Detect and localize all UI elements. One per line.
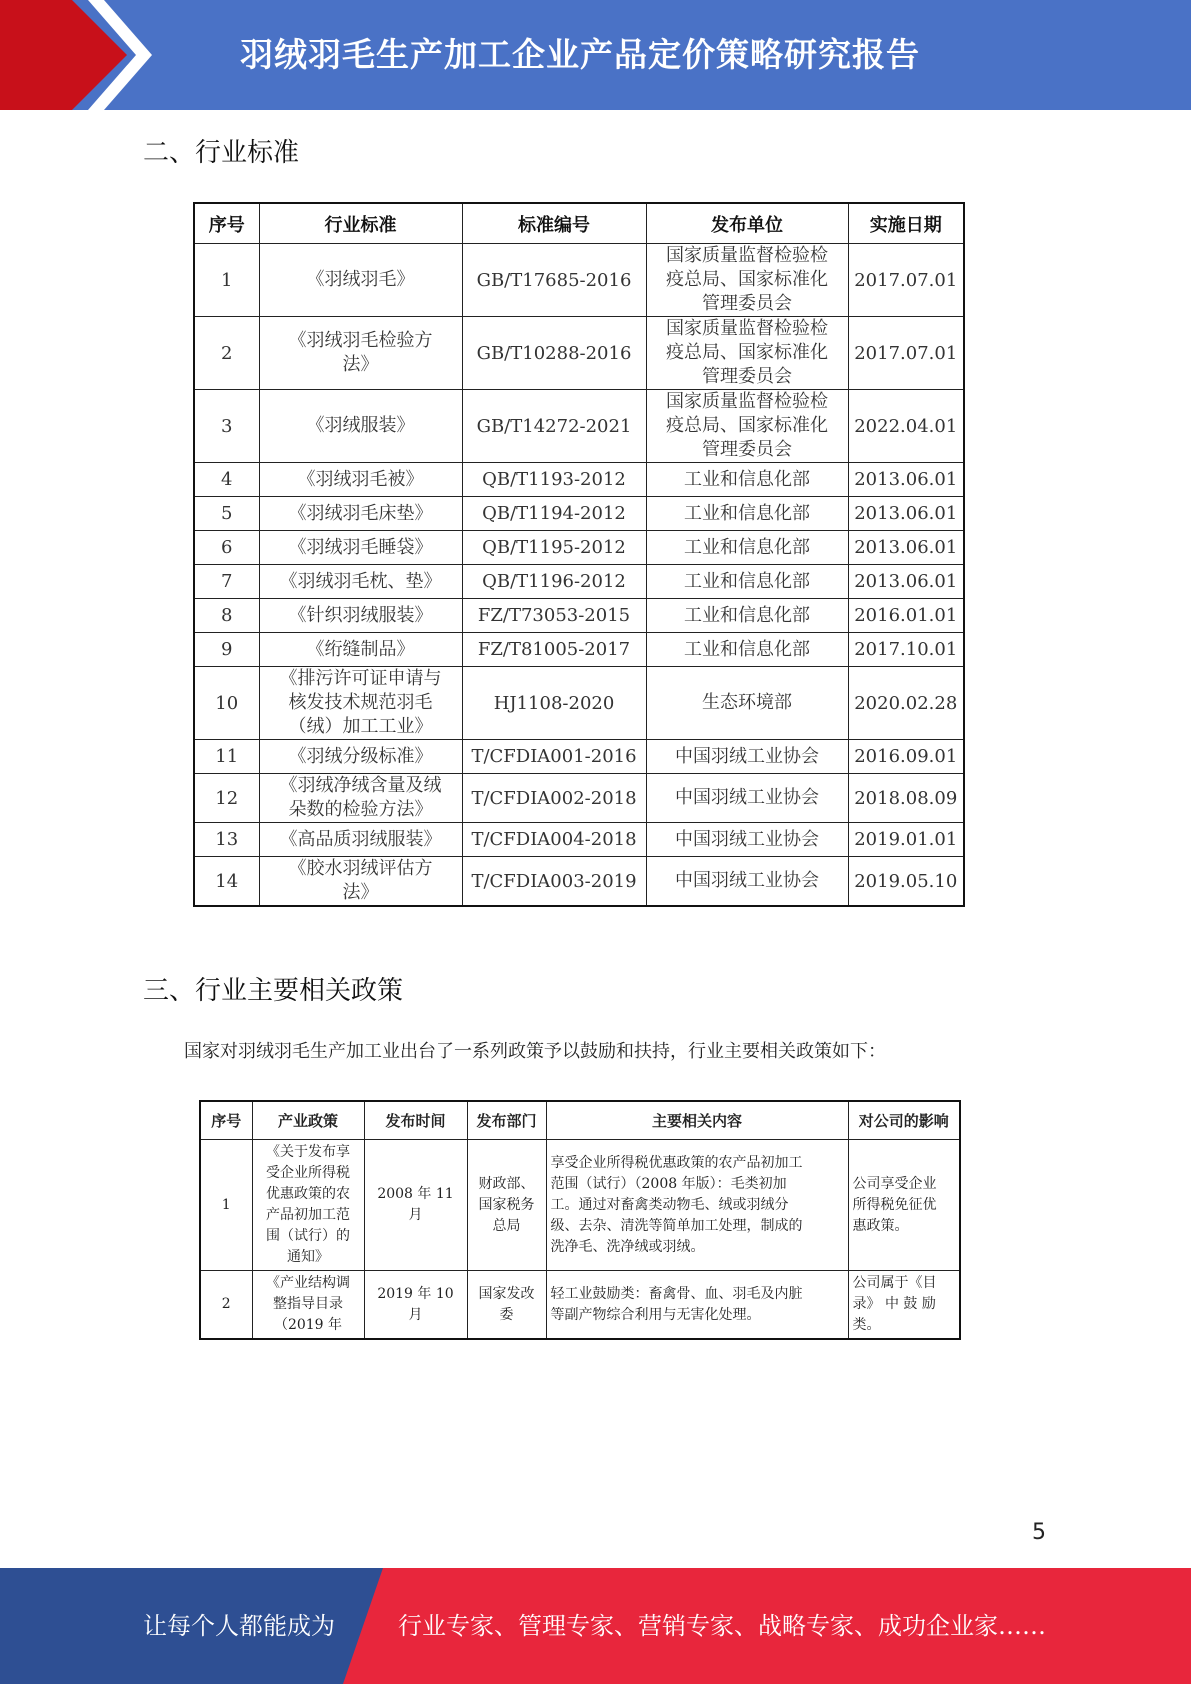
- standards-table: [193, 202, 965, 907]
- col-header: 发布时间: [364, 1101, 467, 1140]
- col-header: 对公司的影响: [848, 1101, 960, 1140]
- policy-name-line: 受企业所得税: [266, 1165, 350, 1181]
- footer-banner: [0, 1568, 1191, 1684]
- policy-name-line: 《关于发布享: [266, 1144, 350, 1160]
- issuer-line: 疫总局、国家标准化: [666, 415, 828, 436]
- section-heading-standards: 二、行业标准: [143, 138, 300, 168]
- issuer-line: 管理委员会: [702, 439, 792, 460]
- table-header-row: [200, 1101, 960, 1140]
- standard-name: 《羽绒羽毛被》: [259, 463, 462, 497]
- standard-name-line: 《排污许可证申请与: [279, 668, 442, 689]
- report-title: 羽绒羽毛生产加工企业产品定价策略研究报告: [240, 35, 920, 74]
- policy-content-line: 等副产物综合利用与无害化处理。: [550, 1306, 761, 1323]
- policies-table: [199, 1100, 961, 1340]
- policy-content-line: 级、去杂、清洗等简单加工处理，制成的: [550, 1217, 803, 1234]
- table-row: [194, 317, 964, 390]
- issuer: 工业和信息化部: [646, 497, 848, 531]
- policy-name: [252, 1271, 364, 1340]
- company-impact: [848, 1271, 960, 1340]
- table-row: [194, 667, 964, 740]
- standard-code: T/CFDIA002-2018: [462, 774, 646, 823]
- effective-date: 2020.02.28: [848, 667, 964, 740]
- standard-code: GB/T10288-2016: [462, 317, 646, 390]
- issuer: 中国羽绒工业协会: [646, 740, 848, 774]
- standard-code: QB/T1194-2012: [462, 497, 646, 531]
- issuer: 工业和信息化部: [646, 599, 848, 633]
- effective-date: 2013.06.01: [848, 565, 964, 599]
- standard-name-line: 核发技术规范羽毛: [288, 692, 433, 713]
- company-impact-line: 惠政策。: [852, 1217, 909, 1234]
- standard-name-line: 《胶水羽绒评估方: [288, 858, 433, 879]
- issuer: 中国羽绒工业协会: [646, 774, 848, 823]
- issuer-line: 管理委员会: [702, 366, 792, 387]
- footer-slogan-left: 让每个人都能成为: [143, 1612, 335, 1640]
- table-row: [194, 390, 964, 463]
- standard-name-line: （绒）加工工业》: [288, 716, 433, 737]
- effective-date: 2017.10.01: [848, 633, 964, 667]
- effective-date: 2017.07.01: [848, 317, 964, 390]
- publish-time: 2008 年 11 月: [364, 1140, 467, 1271]
- effective-date: 2013.06.01: [848, 531, 964, 565]
- table-row: [194, 633, 964, 667]
- standard-code: T/CFDIA001-2016: [462, 740, 646, 774]
- row-number: 12: [194, 774, 259, 823]
- col-header: 行业标准: [259, 203, 462, 244]
- row-number: 5: [194, 497, 259, 531]
- table-row: [194, 740, 964, 774]
- standard-code: QB/T1195-2012: [462, 531, 646, 565]
- standard-name: 《羽绒羽毛》: [259, 244, 462, 317]
- effective-date: 2016.01.01: [848, 599, 964, 633]
- row-number: 6: [194, 531, 259, 565]
- issuer-line: 国家质量监督检验检: [666, 318, 828, 339]
- row-number: 1: [200, 1140, 252, 1271]
- col-header: 发布部门: [467, 1101, 546, 1140]
- table-row: [194, 565, 964, 599]
- policy-name-line: 《产业结构调: [266, 1275, 350, 1291]
- row-number: 4: [194, 463, 259, 497]
- col-header: 实施日期: [848, 203, 964, 244]
- row-number: 14: [194, 857, 259, 907]
- issuer: 工业和信息化部: [646, 633, 848, 667]
- row-number: 3: [194, 390, 259, 463]
- row-number: 8: [194, 599, 259, 633]
- standard-code: T/CFDIA004-2018: [462, 823, 646, 857]
- issuer: 中国羽绒工业协会: [646, 823, 848, 857]
- standard-code: FZ/T81005-2017: [462, 633, 646, 667]
- standard-name: [259, 857, 462, 907]
- issuer: 工业和信息化部: [646, 531, 848, 565]
- effective-date: 2022.04.01: [848, 390, 964, 463]
- standard-code: T/CFDIA003-2019: [462, 857, 646, 907]
- issuer: [646, 244, 848, 317]
- section-heading-policies: 三、行业主要相关政策: [143, 976, 404, 1006]
- standard-name: 《高品质羽绒服装》: [259, 823, 462, 857]
- publish-dept-line: 委: [499, 1306, 514, 1323]
- standard-name: 《羽绒羽毛床垫》: [259, 497, 462, 531]
- table-row: [200, 1271, 960, 1340]
- policy-intro-text: 国家对羽绒羽毛生产加工业出台了一系列政策予以鼓励和扶持，行业主要相关政策如下：: [184, 1041, 886, 1062]
- policy-content-line: 范围（试行）（2008 年版）：毛类初加: [550, 1175, 787, 1192]
- table-row: [194, 599, 964, 633]
- standard-code: QB/T1196-2012: [462, 565, 646, 599]
- standard-name: 《绗缝制品》: [259, 633, 462, 667]
- publish-dept-line: 国家税务: [478, 1196, 535, 1213]
- issuer: 中国羽绒工业协会: [646, 857, 848, 907]
- company-impact-line: 类。: [852, 1317, 881, 1333]
- policy-name-line: 围（试行）的: [266, 1228, 350, 1244]
- row-number: 7: [194, 565, 259, 599]
- issuer-line: 国家质量监督检验检: [666, 391, 828, 412]
- standard-name-line: 《羽绒羽毛检验方: [288, 330, 433, 351]
- policy-content-line: 工。通过对畜禽类动物毛、绒或羽绒分: [550, 1196, 789, 1213]
- company-impact: [848, 1140, 960, 1271]
- standard-code: QB/T1193-2012: [462, 463, 646, 497]
- table-row: [194, 531, 964, 565]
- issuer: 工业和信息化部: [646, 565, 848, 599]
- standard-name: 《羽绒羽毛睡袋》: [259, 531, 462, 565]
- policy-name: [252, 1140, 364, 1271]
- policy-content: [546, 1271, 848, 1340]
- table-row: [194, 244, 964, 317]
- publish-dept-line: 总局: [492, 1217, 521, 1234]
- issuer: 生态环境部: [646, 667, 848, 740]
- standard-name-line: 法》: [342, 882, 379, 903]
- table-header-row: [194, 203, 964, 244]
- policy-content-line: 享受企业所得税优惠政策的农产品初加工: [550, 1154, 803, 1171]
- standard-name: 《羽绒服装》: [259, 390, 462, 463]
- row-number: 1: [194, 244, 259, 317]
- effective-date: 2017.07.01: [848, 244, 964, 317]
- publish-dept-line: 财政部、: [478, 1175, 535, 1192]
- row-number: 2: [200, 1271, 252, 1340]
- header-banner: [0, 0, 1191, 110]
- issuer-line: 管理委员会: [702, 293, 792, 314]
- policy-name-line: 产品初加工范: [266, 1207, 350, 1223]
- issuer: [646, 317, 848, 390]
- standard-name: 《羽绒羽毛枕、垫》: [259, 565, 462, 599]
- effective-date: 2018.08.09: [848, 774, 964, 823]
- publish-time: [364, 1271, 467, 1340]
- company-impact-line: 所得税免征优: [852, 1196, 937, 1213]
- policy-name-line: 整指导目录: [273, 1296, 343, 1312]
- page-number: 5: [1032, 1520, 1046, 1545]
- standard-name: 《羽绒分级标准》: [259, 740, 462, 774]
- row-number: 9: [194, 633, 259, 667]
- table-row: [194, 774, 964, 823]
- effective-date: 2013.06.01: [848, 497, 964, 531]
- standard-name-line: 《羽绒净绒含量及绒: [279, 775, 442, 796]
- issuer-line: 疫总局、国家标准化: [666, 342, 828, 363]
- col-header: 标准编号: [462, 203, 646, 244]
- col-header: 序号: [200, 1101, 252, 1140]
- col-header: 主要相关内容: [546, 1101, 848, 1140]
- col-header: 发布单位: [646, 203, 848, 244]
- issuer-line: 疫总局、国家标准化: [666, 269, 828, 290]
- policy-name-line: （2019 年: [273, 1317, 343, 1333]
- table-row: [194, 857, 964, 907]
- table-row: [194, 823, 964, 857]
- company-impact-line: 公司属于《目: [852, 1275, 937, 1291]
- effective-date: 2016.09.01: [848, 740, 964, 774]
- issuer: [646, 390, 848, 463]
- effective-date: 2019.05.10: [848, 857, 964, 907]
- footer-slogan-right: 行业专家、管理专家、营销专家、战略专家、成功企业家……: [398, 1612, 1046, 1640]
- col-header: 产业政策: [252, 1101, 364, 1140]
- publish-time-line: 2019 年 10: [377, 1285, 454, 1302]
- policy-name-line: 通知》: [287, 1249, 329, 1265]
- policies-table-body: [200, 1140, 960, 1340]
- standard-code: GB/T17685-2016: [462, 244, 646, 317]
- policy-name-line: 优惠政策的农: [266, 1186, 350, 1202]
- publish-dept-line: 国家发改: [478, 1285, 535, 1302]
- publish-time-line: 月: [408, 1306, 423, 1323]
- standard-code: GB/T14272-2021: [462, 390, 646, 463]
- company-impact-line: 录》 中 鼓 励: [852, 1296, 936, 1312]
- standards-table-body: [194, 244, 964, 907]
- effective-date: 2013.06.01: [848, 463, 964, 497]
- company-impact-line: 公司享受企业: [852, 1175, 937, 1192]
- row-number: 2: [194, 317, 259, 390]
- publish-dept: [467, 1140, 546, 1271]
- effective-date: 2019.01.01: [848, 823, 964, 857]
- issuer-line: 国家质量监督检验检: [666, 245, 828, 266]
- standard-name: 《针织羽绒服装》: [259, 599, 462, 633]
- publish-dept: [467, 1271, 546, 1340]
- table-row: [194, 497, 964, 531]
- standard-name: [259, 774, 462, 823]
- standard-name-line: 法》: [342, 354, 379, 375]
- policy-content: [546, 1140, 848, 1271]
- issuer: 工业和信息化部: [646, 463, 848, 497]
- col-header: 序号: [194, 203, 259, 244]
- row-number: 13: [194, 823, 259, 857]
- table-row: [200, 1140, 960, 1271]
- standard-name-line: 朵数的检验方法》: [288, 799, 433, 820]
- standard-code: FZ/T73053-2015: [462, 599, 646, 633]
- standard-name: [259, 667, 462, 740]
- standard-code: HJ1108-2020: [462, 667, 646, 740]
- row-number: 11: [194, 740, 259, 774]
- standard-name: [259, 317, 462, 390]
- policy-content-line: 洗净毛、洗净绒或羽绒。: [550, 1238, 705, 1255]
- table-row: [194, 463, 964, 497]
- policy-content-line: 轻工业鼓励类：畜禽骨、血、羽毛及内脏: [550, 1285, 803, 1302]
- row-number: 10: [194, 667, 259, 740]
